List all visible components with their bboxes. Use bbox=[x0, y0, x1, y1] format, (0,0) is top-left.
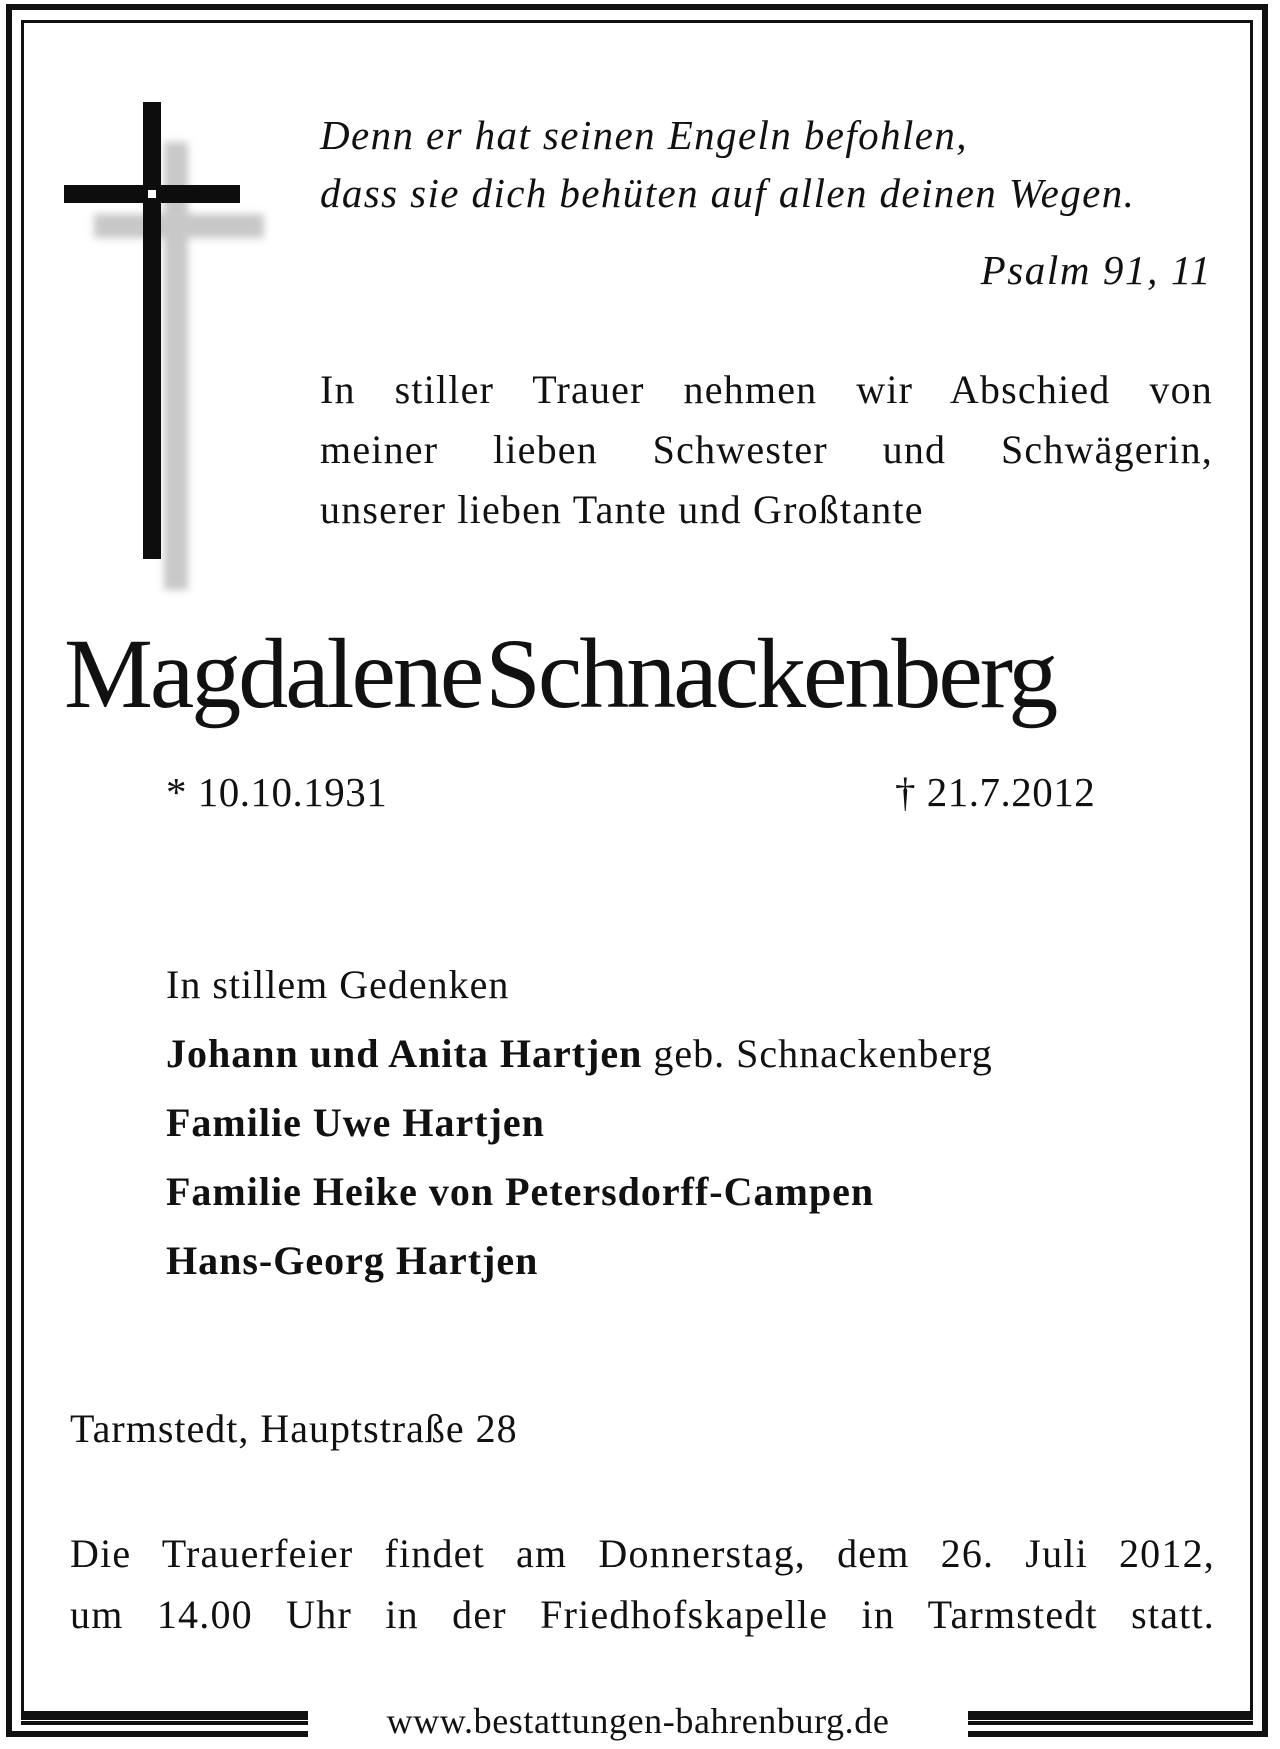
verse-reference: Psalm 91, 11 bbox=[980, 247, 1212, 293]
deceased-last-name: Schnackenberg bbox=[485, 618, 1056, 729]
ceremony-line-1: Die Trauerfeier findet am Donnerstag, dem 26. Juli 2012, bbox=[70, 1531, 1215, 1576]
mourner-entry: Familie Uwe Hartjen bbox=[166, 1100, 545, 1145]
deceased-first-name: Magdalene bbox=[64, 618, 482, 729]
intro-line-1: In stiller Trauer nehmen wir Abschied von bbox=[320, 367, 1213, 412]
footer-rule-left bbox=[21, 1711, 308, 1717]
website-link[interactable]: www.bestattungen-bahrenburg.de bbox=[308, 1700, 968, 1742]
bible-verse bbox=[320, 106, 1210, 222]
mourner-entry: Familie Heike von Petersdorff-Campen bbox=[166, 1169, 875, 1214]
intro-line-3: unserer lieben Tante und Großtante bbox=[320, 487, 924, 532]
birth-date: * 10.10.1931 bbox=[166, 769, 388, 815]
cross-icon bbox=[64, 102, 274, 602]
ceremony-line-2: um 14.00 Uhr in der Friedhofskapelle in Tarmstedt statt. bbox=[70, 1592, 1215, 1637]
deceased-name bbox=[64, 614, 1214, 734]
mourners-list bbox=[166, 950, 993, 1295]
mourner-entry: Johann und Anita Hartjen geb. Schnackenberg bbox=[166, 1031, 993, 1076]
mourner-entry: Hans-Georg Hartjen bbox=[166, 1238, 539, 1283]
death-date: † 21.7.2012 bbox=[895, 769, 1096, 815]
mourners-heading: In stillem Gedenken bbox=[166, 962, 510, 1007]
verse-line-2: dass sie dich behüten auf allen deinen Wegen. bbox=[320, 170, 1136, 216]
intro-line-2: meiner lieben Schwester und Schwägerin, bbox=[320, 427, 1213, 472]
footer-rule-right bbox=[968, 1711, 1253, 1717]
address: Tarmstedt, Hauptstraße 28 bbox=[70, 1406, 518, 1451]
verse-line-1: Denn er hat seinen Engeln befohlen, bbox=[320, 112, 968, 158]
intro-text bbox=[320, 360, 1213, 540]
ceremony-info bbox=[70, 1523, 1215, 1645]
